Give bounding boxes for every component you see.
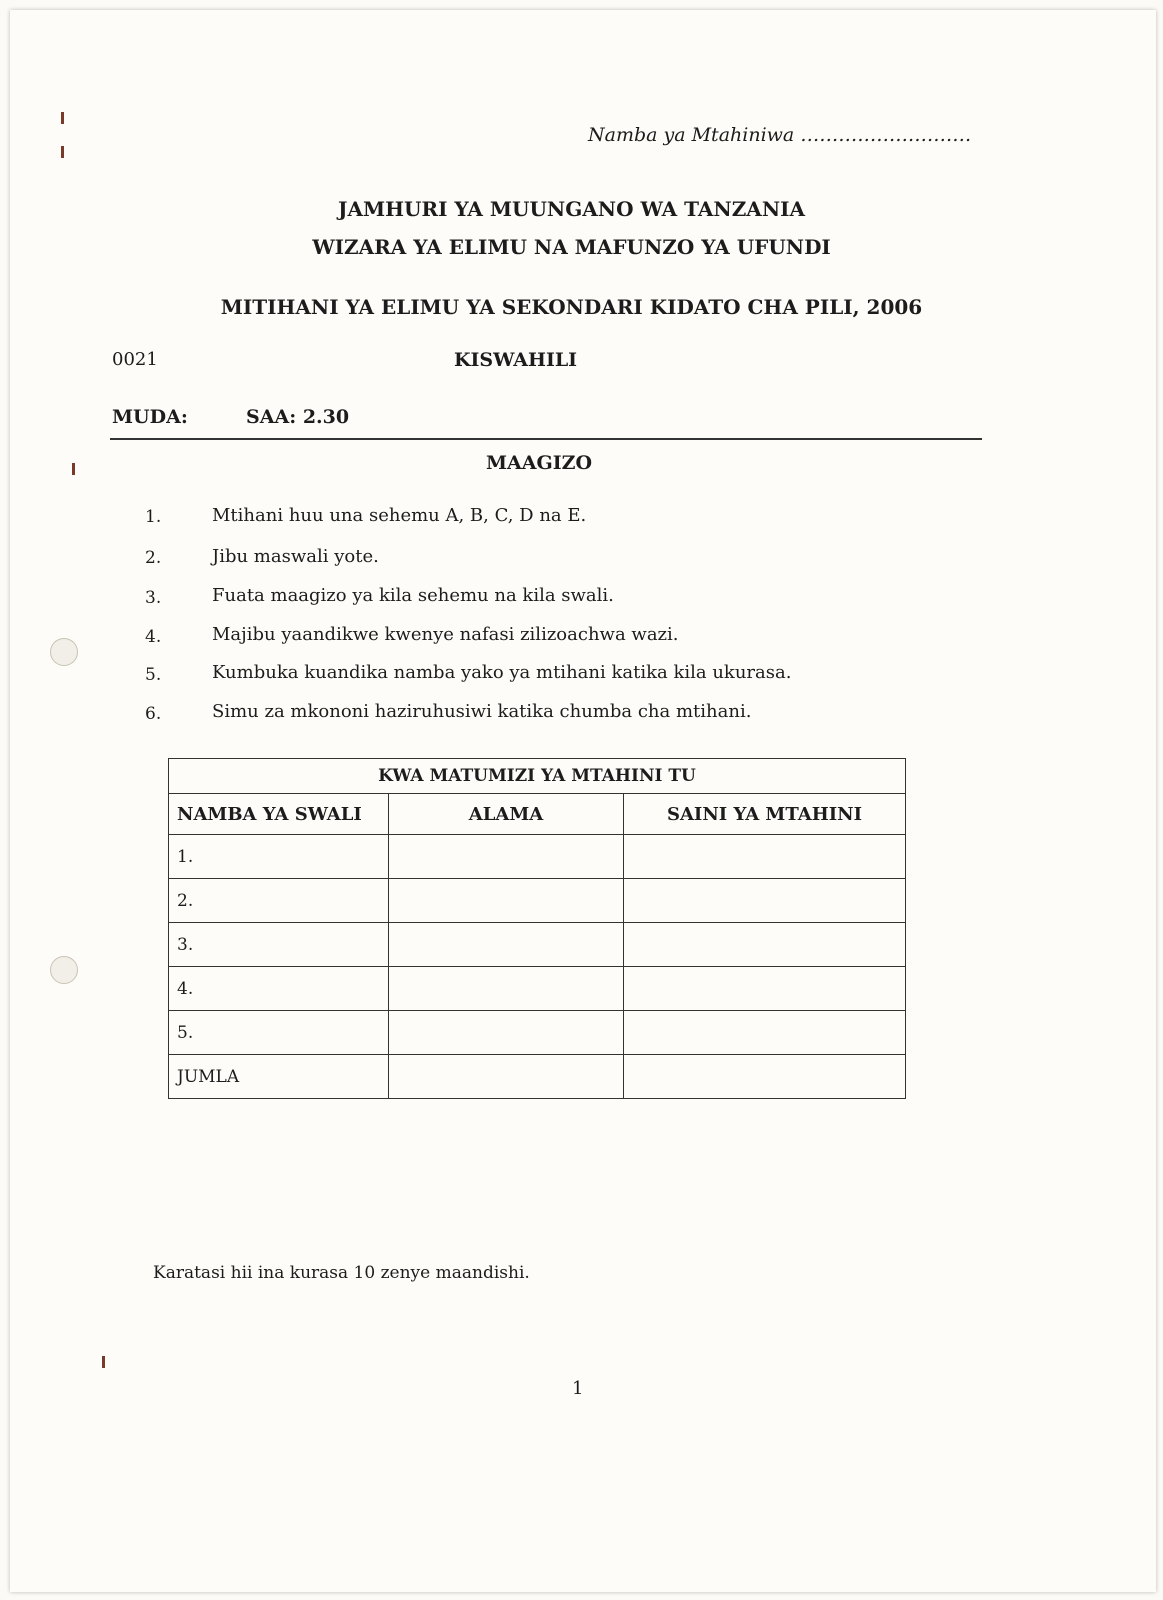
header-divider [110, 438, 982, 440]
title-republic: JAMHURI YA MUUNGANO WA TANZANIA [338, 197, 805, 221]
exam-subject: KISWAHILI [454, 349, 578, 371]
table-row [169, 1011, 906, 1055]
instruction-number: 1. [145, 507, 162, 527]
instruction-text: Fuata maagizo ya kila sehemu na kila swali. [212, 585, 614, 606]
margin-mark [102, 1356, 105, 1368]
table-row [169, 923, 906, 967]
time-value: SAA: 2.30 [246, 406, 350, 428]
instruction-text: Kumbuka kuandika namba yako ya mtihani katika kila ukurasa. [212, 662, 792, 683]
table-title: KWA MATUMIZI YA MTAHINI TU [169, 759, 906, 794]
instruction-text: Majibu yaandikwe kwenye nafasi zilizoachwa wazi. [212, 624, 679, 645]
marks-cell[interactable] [389, 835, 624, 879]
table-row [169, 835, 906, 879]
instruction-number: 4. [145, 627, 162, 647]
signature-cell[interactable] [624, 1055, 906, 1099]
table-row [169, 967, 906, 1011]
exam-code: 0021 [112, 349, 158, 370]
page-count-note: Karatasi hii ina kurasa 10 zenye maandishi. [153, 1263, 530, 1283]
column-header-signature: SAINI YA MTAHINI [624, 794, 906, 835]
marks-cell[interactable] [389, 1011, 624, 1055]
marks-cell[interactable] [389, 1055, 624, 1099]
column-header-marks: ALAMA [389, 794, 624, 835]
instruction-text: Jibu maswali yote. [212, 546, 379, 567]
question-number-cell: 4. [169, 967, 389, 1011]
punch-hole [50, 638, 78, 666]
instruction-number: 3. [145, 588, 162, 608]
instructions-heading: MAAGIZO [486, 452, 593, 474]
column-header-question: NAMBA YA SWALI [169, 794, 389, 835]
total-label-cell: JUMLA [169, 1055, 389, 1099]
question-number-cell: 2. [169, 879, 389, 923]
table-row [169, 879, 906, 923]
question-number-cell: 5. [169, 1011, 389, 1055]
instruction-number: 2. [145, 548, 162, 568]
question-number-cell: 3. [169, 923, 389, 967]
signature-cell[interactable] [624, 923, 906, 967]
title-ministry: WIZARA YA ELIMU NA MAFUNZO YA UFUNDI [312, 235, 831, 259]
candidate-number-label: Namba ya Mtahiniwa ……………………… [588, 124, 972, 146]
margin-mark [72, 463, 75, 475]
margin-mark [61, 146, 64, 158]
marks-cell[interactable] [389, 923, 624, 967]
margin-mark [61, 112, 64, 124]
signature-cell[interactable] [624, 835, 906, 879]
marks-cell[interactable] [389, 879, 624, 923]
instruction-text: Simu za mkononi haziruhusiwi katika chumba cha mtihani. [212, 701, 752, 722]
page-number: 1 [572, 1378, 584, 1399]
time-label: MUDA: [112, 406, 188, 428]
title-exam: MITIHANI YA ELIMU YA SEKONDARI KIDATO CHA PILI, 2006 [220, 295, 923, 319]
examiner-marks-table [168, 758, 906, 1099]
instruction-text: Mtihani huu una sehemu A, B, C, D na E. [212, 505, 587, 526]
signature-cell[interactable] [624, 1011, 906, 1055]
table-row-total [169, 1055, 906, 1099]
instruction-number: 6. [145, 704, 162, 724]
signature-cell[interactable] [624, 879, 906, 923]
punch-hole [50, 956, 78, 984]
marks-cell[interactable] [389, 967, 624, 1011]
question-number-cell: 1. [169, 835, 389, 879]
instruction-number: 5. [145, 665, 162, 685]
signature-cell[interactable] [624, 967, 906, 1011]
